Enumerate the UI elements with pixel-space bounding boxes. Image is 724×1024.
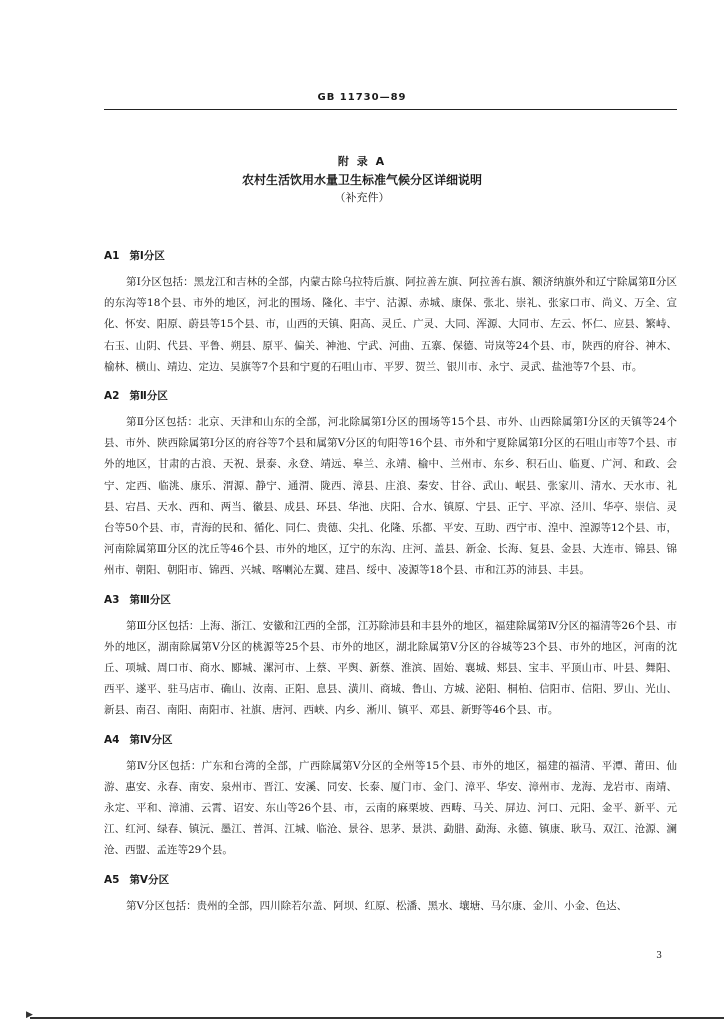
section-a2 <box>104 386 677 582</box>
document-body <box>104 246 677 925</box>
bottom-rule <box>30 1017 724 1019</box>
section-title: 第Ⅱ分区 <box>129 390 168 403</box>
section-paragraph: 第Ⅳ分区包括：广东和台湾的全部，广西除属第Ⅴ分区的全州等15个县、市外的地区，福建的福清、平潭、莆田、仙游、惠安、永春、南安、泉州市、晋江、安溪、同安、长泰、厦门市、金门、漳平、华安、漳州市、龙海、龙岩市、南靖、永定、平和、漳浦、云霄、诏安、东山等26个县、市，云南的麻栗坡、西畴、马关、屏边、河口、元阳、金平、新平、元江、红河、绿春、镇沅、墨江、普洱、江城、临沧、景谷、思茅、景洪、勐腊、勐海、永德、镇康、耿马、双江、沧源、澜沧、西盟、孟连等29个县。 <box>104 759 677 857</box>
section-heading <box>104 590 677 610</box>
section-heading <box>104 730 677 750</box>
appendix-title: 农村生活饮用水量卫生标准气候分区详细说明 <box>241 173 482 187</box>
appendix-title-block <box>0 153 724 207</box>
section-a5 <box>104 870 677 917</box>
section-paragraph: 第Ⅲ分区包括：上海、浙江、安徽和江西的全部，江苏除沛县和丰县外的地区，福建除属第Ⅳ分区的福清等26个县、市外的地区，湖南除属第Ⅴ分区的桃源等25个县、市外的地区，湖北除属第Ⅴ分区的谷城等23个县、市外的地区，河南的沈丘、项城、周口市、商水、郾城、漯河市、上蔡、平舆、新蔡、淮滨、固始、襄城、郏县、宝丰、平顶山市、叶县、舞阳、西平、遂平、驻马店市、确山、汝南、正阳、息县、潢川、商城、鲁山、方城、泌阳、桐柏、信阳市、信阳、罗山、光山、新县、南召、南阳、南阳市、社旗、唐河、西峡、内乡、淅川、镇平、邓县、新野等46个县、市。 <box>104 619 677 717</box>
section-heading <box>104 386 677 406</box>
section-paragraph: 第Ⅰ分区包括：黑龙江和吉林的全部，内蒙古除乌拉特后旗、阿拉善左旗、阿拉善右旗、额济纳旗外和辽宁除属第Ⅱ分区的东沟等18个县、市外的地区，河北的围场、隆化、丰宁、沽源、赤城、康保、张北、崇礼、张家口市、尚义、万全、宣化、怀安、阳原、蔚县等15个县、市，山西的天镇、阳高、灵丘、广灵、大同、浑源、大同市、左云、怀仁、应县、繁峙、右玉、山阴、代县、平鲁、朔县、原平、偏关、神池、宁武、河曲、五寨、保德、岢岚等24个县、市，陕西的府谷、神木、榆林、横山、靖边、定边、吴旗等7个县和宁夏的石咀山市、平罗、贺兰、银川市、永宁、灵武、盐池等7个县、市。 <box>104 276 677 373</box>
section-a3 <box>104 590 677 722</box>
section-title: 第Ⅴ分区 <box>129 873 170 886</box>
section-number: A1 <box>104 250 120 262</box>
appendix-label: 附 录 A <box>337 155 387 168</box>
section-heading <box>104 246 677 266</box>
section-title: 第Ⅳ分区 <box>129 733 173 746</box>
section-heading <box>104 870 677 890</box>
corner-arrow-icon: ▶ <box>26 1010 33 1020</box>
section-a1 <box>104 246 677 378</box>
standard-number-header: GB 11730—89 <box>317 92 407 103</box>
section-a4 <box>104 730 677 862</box>
section-number: A5 <box>104 873 120 886</box>
section-number: A4 <box>104 733 120 746</box>
section-number: A3 <box>104 593 120 606</box>
section-title: 第Ⅰ分区 <box>129 250 165 262</box>
appendix-note: （补充件） <box>334 191 390 204</box>
section-paragraph: 第Ⅴ分区包括：贵州的全部，四川除若尔盖、阿坝、红原、松潘、黑水、壤塘、马尔康、金川、小金、色达、 <box>126 899 628 912</box>
page-number: 3 <box>656 951 662 961</box>
section-title: 第Ⅲ分区 <box>129 593 171 606</box>
section-paragraph: 第Ⅱ分区包括：北京、天津和山东的全部，河北除属第Ⅰ分区的围场等15个县、市外、山西除属第Ⅰ分区的天镇等24个县、市外、陕西除属第Ⅰ分区的府谷等7个县和属第Ⅴ分区的旬阳等16个县、市外和宁夏除属第Ⅰ分区的石咀山市等7个县、市外的地区，甘肃的古浪、天祝、景泰、永登、靖远、皋兰、永靖、榆中、兰州市、东乡、积石山、临夏、广河、和政、会宁、定西、临洮、康乐、渭源、静宁、通渭、陇西、漳县、庄浪、秦安、甘谷、武山、岷县、张家川、清水、天水市、礼县、宕昌、天水、西和、两当、徽县、成县、环县、华池、庆阳、合水、镇原、宁县、正宁、平凉、泾川、华亭、崇信、灵台等50个县、市，青海的民和、循化、同仁、贵德、尖扎、化隆、乐都、平安、互助、西宁市、湟中、湟源等12个县、市，河南除属第Ⅲ分区的沈丘等46个县、市外的地区，辽宁的东沟、庄河、盖县、新金、长海、复县、金县、大连市、锦县、锦州市、朝阳、朝阳市、锦西、兴城、喀喇沁左翼、建昌、绥中、凌源等18个县、市和江苏的沛县、丰县。 <box>104 416 677 577</box>
section-number: A2 <box>104 390 120 403</box>
header-rule <box>104 109 677 110</box>
